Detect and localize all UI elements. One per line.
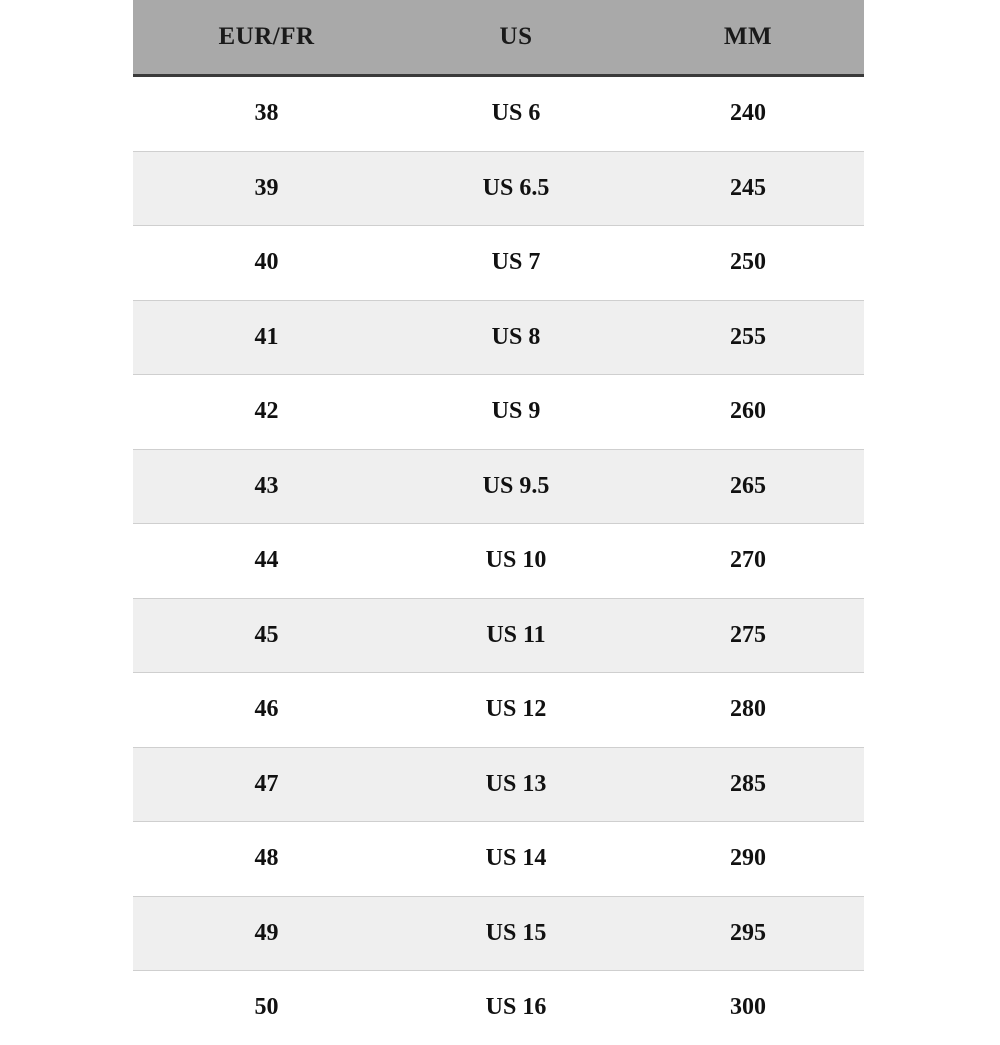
column-header-mm: MM bbox=[632, 0, 864, 76]
cell-mm: 295 bbox=[632, 896, 864, 971]
cell-eur-fr: 44 bbox=[133, 524, 400, 599]
cell-eur-fr: 41 bbox=[133, 300, 400, 375]
size-chart-container bbox=[133, 0, 864, 1045]
cell-mm: 255 bbox=[632, 300, 864, 375]
cell-mm: 270 bbox=[632, 524, 864, 599]
cell-us: US 6.5 bbox=[400, 151, 632, 226]
cell-eur-fr: 47 bbox=[133, 747, 400, 822]
table-row bbox=[133, 524, 864, 599]
table-row bbox=[133, 300, 864, 375]
cell-us: US 10 bbox=[400, 524, 632, 599]
table-header bbox=[133, 0, 864, 76]
cell-us: US 7 bbox=[400, 226, 632, 301]
table-body bbox=[133, 76, 864, 1045]
cell-mm: 245 bbox=[632, 151, 864, 226]
cell-us: US 13 bbox=[400, 747, 632, 822]
cell-eur-fr: 49 bbox=[133, 896, 400, 971]
cell-eur-fr: 48 bbox=[133, 822, 400, 897]
cell-eur-fr: 40 bbox=[133, 226, 400, 301]
column-header-us: US bbox=[400, 0, 632, 76]
table-row bbox=[133, 76, 864, 152]
cell-us: US 6 bbox=[400, 76, 632, 152]
cell-us: US 15 bbox=[400, 896, 632, 971]
cell-mm: 300 bbox=[632, 971, 864, 1045]
cell-mm: 280 bbox=[632, 673, 864, 748]
column-header-eur-fr: EUR/FR bbox=[133, 0, 400, 76]
cell-us: US 8 bbox=[400, 300, 632, 375]
cell-mm: 260 bbox=[632, 375, 864, 450]
cell-eur-fr: 43 bbox=[133, 449, 400, 524]
cell-mm: 285 bbox=[632, 747, 864, 822]
cell-mm: 275 bbox=[632, 598, 864, 673]
table-row bbox=[133, 449, 864, 524]
table-row bbox=[133, 151, 864, 226]
cell-eur-fr: 45 bbox=[133, 598, 400, 673]
cell-us: US 9 bbox=[400, 375, 632, 450]
cell-us: US 11 bbox=[400, 598, 632, 673]
cell-us: US 9.5 bbox=[400, 449, 632, 524]
cell-us: US 16 bbox=[400, 971, 632, 1045]
cell-eur-fr: 38 bbox=[133, 76, 400, 152]
table-row bbox=[133, 822, 864, 897]
cell-us: US 12 bbox=[400, 673, 632, 748]
table-row bbox=[133, 375, 864, 450]
table-row bbox=[133, 896, 864, 971]
table-row bbox=[133, 673, 864, 748]
table-row bbox=[133, 747, 864, 822]
table-row bbox=[133, 971, 864, 1045]
table-row bbox=[133, 598, 864, 673]
cell-eur-fr: 39 bbox=[133, 151, 400, 226]
cell-mm: 250 bbox=[632, 226, 864, 301]
cell-eur-fr: 42 bbox=[133, 375, 400, 450]
cell-mm: 290 bbox=[632, 822, 864, 897]
size-conversion-table bbox=[133, 0, 864, 1045]
cell-eur-fr: 46 bbox=[133, 673, 400, 748]
cell-mm: 265 bbox=[632, 449, 864, 524]
cell-us: US 14 bbox=[400, 822, 632, 897]
table-header-row bbox=[133, 0, 864, 76]
cell-eur-fr: 50 bbox=[133, 971, 400, 1045]
table-row bbox=[133, 226, 864, 301]
cell-mm: 240 bbox=[632, 76, 864, 152]
